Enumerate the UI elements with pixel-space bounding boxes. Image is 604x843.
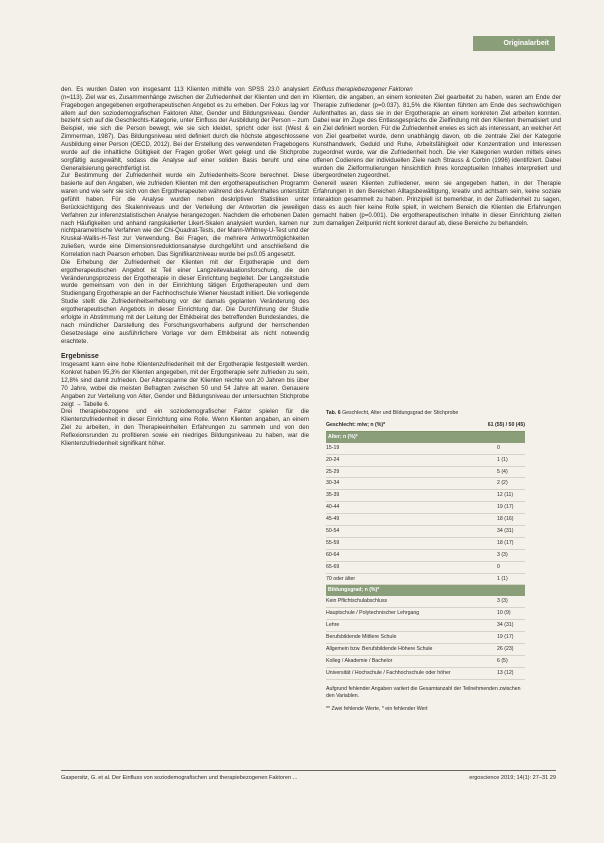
paragraph: Zur Bestimmung der Zufriedenheit wurde ein Zufriedenheits-Score berechnet. Diese basierte auf den Angaben, wie zufrieden Klienten mit den ergotherapeutischen Programm waren und wie sehr sie sich von den Ergotherapeuten während des Aufenthaltes unterstützt gefühlt haben. Für die Analyse wurden neben deskriptiven Statistiken unter Berücksichtigung des Skalenniveaus und der Verteilung der Antworten die jeweiligen Verfahren zur inferenzstatistischen Analyse herangezogen. Nachdem die erhobenen Daten nach Häufigkeiten und anhand rangskalierter Likert-Skalen analysiert wurden, kamen nur nichtparametrische Verfahren wie der Chi-Quadrat-Tests, der Mann-Whitney-U-Test und der Kruskal-Wallis-H-Test zur Verwendung. Bei Fragen, die mehrere Antwortmöglichkeiten zuließen, wurde eine Dimensionsreduktionsanalyse durchgeführt und anschließend die Korrelation nach Pearson erhoben. Das Signifikanzniveau wurde bei p≤0.05 angesetzt. [61,172,309,259]
row-label: 20-24 [326,456,340,463]
paragraph: Die Erhebung der Zufriedenheit der Klienten mit der Ergotherapie und dem ergotherapeutischen Angebot ist Teil einer Langzeitevaluationsforschung, die den Veränderungsprozess der Ergotherapie in dieser Einrichtung begleitet. Der Langzeitstudie wurde gemeinsam von den in der Einrichtung tätigen Ergotherapeuten und dem Studiengang Ergotherapie an der Fachhochschule Wiener Neustadt initiiert. Die vorliegende Studie stellt die Zufriedenheitserhebung vor der damals geplanten Veränderung des ergotherapeutischen Angebots in dieser Einrichtung dar. Die Durchführung der Studie erfolgte in Abstimmung mit der Leitung der Ethikbeirat des betreffenden Bundeslandes, die nach mündlicher Darstellung des Forschungsvorhabens aufgrund der herrschenden Gesetzeslage eine ausführlichere Vorlage vor dem Ethikbeirat als nicht notwendig erachtete. [61,258,309,345]
row-label: Allgemein bzw. Berufsbildende Höhere Schule [326,645,433,652]
table-note: Aufgrund fehlender Angaben variiert die Gesamtanzahl der Teilnehmenden zwischen den Variablen. [326,685,521,699]
table-row [326,502,525,514]
row-value: 1 (1) [497,575,508,582]
table-row [326,455,525,467]
education-header: Bildungsgrad; n (%)* [328,587,380,594]
row-value: 0 [497,563,500,570]
row-value: 19 (17) [497,634,514,641]
paragraph: Generell waren Klienten zufriedener, wenn sie angegeben hatten, in der Therapie Erfahrungen in den Bereichen Alltagsbewältigung, kreativ und achtsam sein, keine soziale Interaktion gesammelt zu haben. Prinzipiell ist bemerkbar, in der Zufriedenheit zu sagen, dass es auch hier keine Rolle spielt, in welchem Bereich die Klienten die Erfahrungen gemacht haben (p=0.001). Die ergotherapeutischen Inhalte in dieser Einrichtung zielten zum damaligen Zeitpunkt nicht konkret darauf ab, diese Bereiche zu behandeln. [313,180,561,227]
education-band [326,585,525,596]
row-label: 35-39 [326,492,340,499]
footer-citation: Gaspersitz, G. et al. Der Einfluss von soziodemografischen und therapiebezogenen Faktoren ... [61,775,298,781]
row-label: 50-54 [326,528,340,535]
table-caption-text: Geschlecht, Alter und Bildungsgrad der Stichprobe [342,410,459,416]
row-label: 40-44 [326,504,340,511]
row-value: 34 (31) [497,622,514,629]
left-column [61,86,309,448]
row-value: 3 (3) [497,598,508,605]
row-value: 12 (11) [497,492,514,499]
table-row [326,443,525,455]
row-label: 15-19 [326,444,340,451]
row-label: 70 oder älter [326,575,356,582]
header-right: 61 (55) / 50 (45) [487,422,525,428]
table-row [326,467,525,479]
row-label: Hauptschule / Polytechnischer Lehrgang [326,610,420,617]
demographics-table [326,409,525,713]
table-row [326,608,525,620]
table-caption-label: Tab. 6 [326,410,341,416]
section-badge: Originalarbeit [473,36,555,51]
table-row [326,668,525,680]
row-value: 26 (23) [497,645,514,652]
page-footer [61,770,556,781]
row-label: Berufsbildende Mittlere Schule [326,634,397,641]
row-label: 55-59 [326,539,340,546]
table-row [326,526,525,538]
row-value: 10 (9) [497,610,511,617]
table-row [326,574,525,586]
row-label: Lehre [326,622,340,629]
row-value: 0 [497,444,500,451]
age-band [326,432,525,443]
right-column [313,86,561,227]
header-left: Geschlecht: m/w; n (%)* [326,422,386,428]
row-label: Universität / Hochschule / Fachhochschule oder höher [326,669,451,676]
paragraph: den. Es wurden Daten von insgesamt 113 Klienten mithilfe von SPSS 23.0 analysiert (n=113). Ziel war es, Zusammenhänge zwischen der Zufriedenheit der Klienten und den im Fragebogen angegebenen ergotherapeutischen Angebot es zu erheben. Der Fokus lag vor allem auf den soziodemografischen Faktoren Alter, Gender und Bildungsniveau. Gender bezieht sich auf die Geschlechts-Kategorie, unter Einfluss der Ausbildung der Person – zum Beispiel, wie sich die Person bewegt, wie sie sich kleidet, spricht oder isst (West & Zimmerman, 1987). Das Bildungsniveau wird definiert durch die höchste abgeschlossene Ausbildung einer Person (OECD, 2012). Bei der Erstellung des verwendeten Fragebogens wurde auf die inhaltliche Gültigkeit der Fragen großer Wert gelegt und die Stichprobe sorgfältig ausgewählt, sodass die Analyse auf einer soliden Basis beruht und eine Generalisierung gerechtfertigt ist. [61,86,309,172]
age-header: Alter; n (%)* [328,433,358,440]
subheading: Einfluss therapiebezogener Faktoren [313,86,413,93]
paragraph: Drei therapiebezogene und ein soziodemografischer Faktor spielen für die Klientenzufriedenheit in dieser Einrichtung eine Rolle. Wenn Klienten angaben, an einem Ziel zu arbeiten, in den Therapieeinheiten Erfahrungen zu sammeln und von den Reflexionsrunden zu profitieren sowie ein niedriges Bildungsniveau zu haben, war die Klientenzufriedenheit signifikant höher. [61,408,309,447]
row-value: 19 (17) [497,504,514,511]
table-header-row [326,420,525,432]
row-label: Kein Pflichtschulabschluss [326,598,388,605]
table-footnote: ** Zwei fehlende Werte, * ein fehlender Wert [326,705,428,712]
row-value: 18 (16) [497,516,514,523]
row-value: 18 (17) [497,539,514,546]
footer-journal: ergoscience 2019; 14(1): 27–31 29 [469,775,556,781]
table-caption [326,409,525,418]
row-value: 1 (1) [497,456,508,463]
paragraph: Klienten, die angaben, an einem konkreten Ziel gearbeitet zu haben, waren am Ende der Therapie zufriedener (p=0.037). 81,5% die Klienten führten am Ende des sechswöchigen Aufenthaltes an, dass sie in der Ergotherapie an einem konkreten Ziel arbeiten konnten. Dabei war im Zuge des Entlassgesprächs die Zielfindung mit den Klienten thematisiert und ein Ziel definiert worden. Für die Zufriedenheit erwies es sich als interessant, an welcher Art von Ziel gearbeitet wurde, denn unabhängig davon, ob die zentrale Ziel der Kategorie Kunsthandwerk, Geduld und Ruhe, Arbeitsfähigkeit oder Konzentration und Interessen zugeordnet wurde, war die Zufriedenheit hoch. Die vier Kategorien wurden mittels eines offenen Codierens der individuellen Ziele nach Strauss & Corbin (1996) identifiziert. Dabei wurden die Zielformulierungen hinsichtlich ihres konzeptuellen Inhaltes interpretiert und übergeordneten zugeordnet. [313,93,561,180]
age-rows [326,443,525,586]
table-row [326,550,525,562]
row-label: 30-34 [326,480,340,487]
row-value: 6 (5) [497,657,508,664]
row-label: 25-29 [326,468,340,475]
table-row [326,644,525,656]
row-value: 5 (4) [497,468,508,475]
row-label: 60-64 [326,551,340,558]
row-label: Kolleg / Akademie / Bachelor [326,657,393,664]
row-value: 13 (12) [497,669,514,676]
table-row [326,562,525,574]
row-value: 2 (2) [497,480,508,487]
row-label: 65-69 [326,563,340,570]
table-row [326,538,525,550]
paragraph: Insgesamt kann eine hohe Klientenzufriedenheit mit der Ergotherapie festgestellt werden. Konkret haben 95,3% der Klienten angegeben, mit der Ergotherapie sehr zufrieden zu sein, 12,8% sind damit zufrieden. Der Altersspanne der Klienten reichte von 20 Jahren bis über 70 Jahre, wobei die meisten Befragten zwischen 50 und 54 Jahre alt waren. Genauere Angaben zur Verteilung von Alter, Gender und Bildungsniveau der untersuchten Stichprobe zeigt → Tabelle 6. [61,361,309,408]
table-row [326,514,525,526]
table-row [326,620,525,632]
table-row [326,632,525,644]
table-row [326,478,525,490]
row-value: 34 (31) [497,528,514,535]
education-rows [326,596,525,679]
table-row [326,656,525,668]
row-label: 45-49 [326,516,340,523]
table-row [326,490,525,502]
results-heading: Ergebnisse [61,353,99,361]
row-value: 3 (3) [497,551,508,558]
table-row [326,596,525,608]
